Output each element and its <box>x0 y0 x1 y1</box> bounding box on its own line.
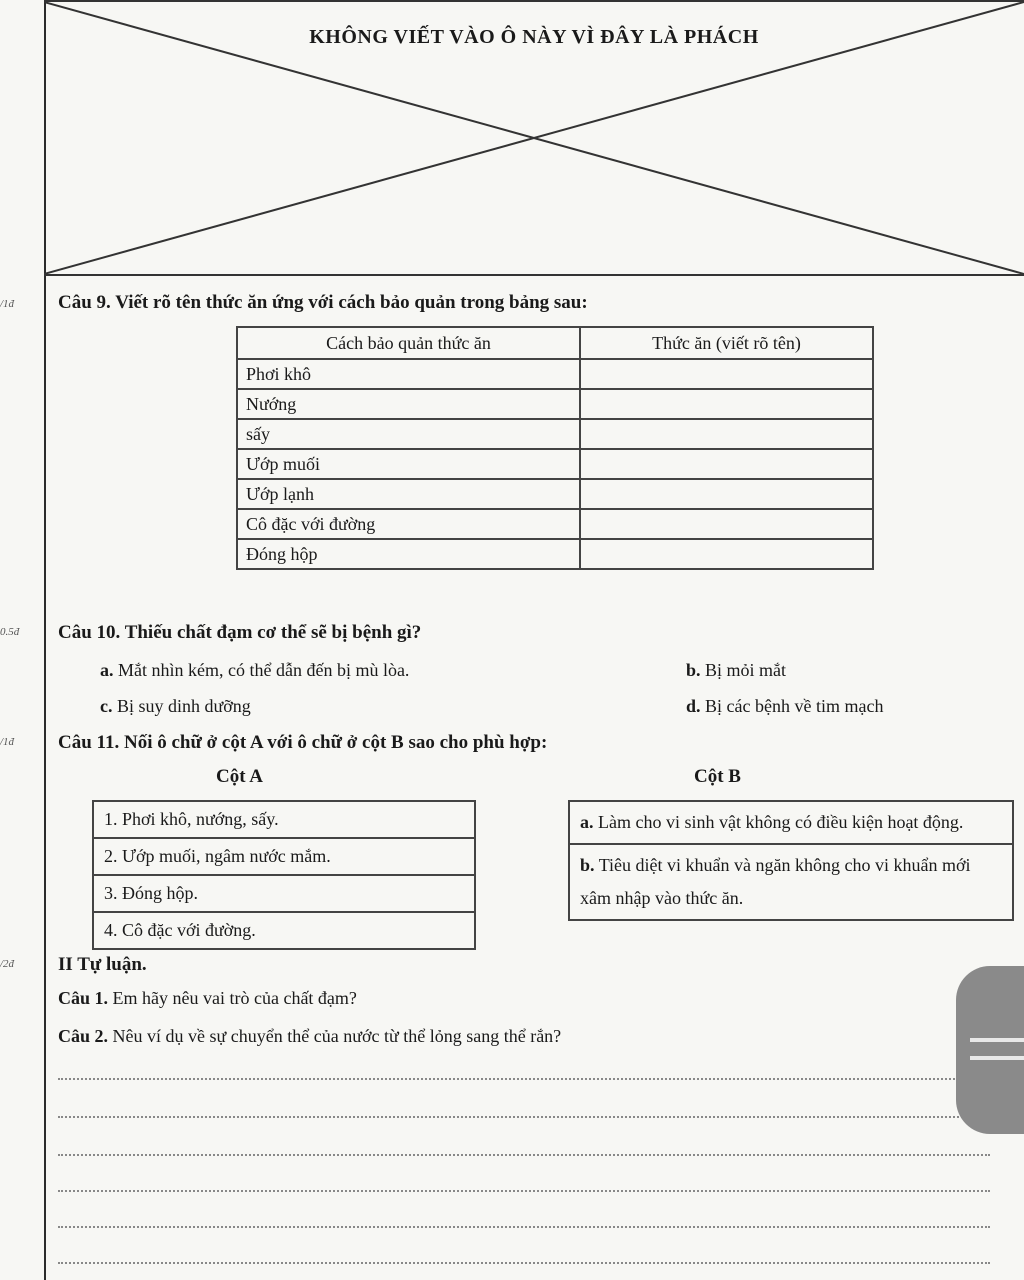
col-a-item[interactable]: 4. Cô đặc với đường. <box>104 920 256 940</box>
method-cell: Cô đặc với đường <box>237 509 580 539</box>
option-text: Bị suy dinh dưỡng <box>112 696 251 716</box>
grip-line <box>970 1038 1024 1042</box>
answer-cell[interactable] <box>580 389 873 419</box>
col-a-item[interactable]: 3. Đóng hộp. <box>94 876 474 913</box>
col-a-heading: Cột A <box>216 766 263 787</box>
q10-option-a[interactable] <box>100 660 409 681</box>
question-text: Em hãy nêu vai trò của chất đạm? <box>108 988 357 1008</box>
table-header-method: Cách bảo quản thức ăn <box>237 327 580 359</box>
answer-line[interactable] <box>58 1078 990 1080</box>
phach-box <box>44 0 1024 276</box>
table-row <box>237 509 873 539</box>
q10-option-b[interactable] <box>686 660 786 681</box>
q9-title: Câu 9. Viết rõ tên thức ăn ứng với cách bảo quản trong bảng sau: <box>58 292 588 313</box>
question-text: Nêu ví dụ về sự chuyển thể của nước từ thể lỏng sang thể rắn? <box>108 1026 562 1046</box>
q10-option-d[interactable] <box>686 696 883 717</box>
preservation-table <box>236 326 874 570</box>
margin-score-q11: /1đ <box>0 736 15 748</box>
column-a <box>92 800 476 950</box>
table-header-food: Thức ăn (viết rõ tên) <box>580 327 873 359</box>
table-row <box>237 539 873 569</box>
col-b-key: a. <box>580 812 594 832</box>
option-key: d. <box>686 696 701 716</box>
essay-question-1 <box>58 988 357 1009</box>
option-text: Mắt nhìn kém, có thể dẫn đến bị mù lòa. <box>113 660 410 680</box>
option-text: Bị mỏi mắt <box>700 660 787 680</box>
table-row <box>237 389 873 419</box>
answer-line[interactable] <box>58 1226 990 1228</box>
answer-line[interactable] <box>58 1116 990 1118</box>
option-key: a. <box>100 660 114 680</box>
table-row <box>237 359 873 389</box>
grip-line <box>970 1056 1024 1060</box>
option-text: Bị các bệnh về tim mạch <box>700 696 884 716</box>
answer-cell[interactable] <box>580 479 873 509</box>
col-a-item[interactable]: 2. Ướp muối, ngâm nước mắm. <box>94 839 474 876</box>
method-cell: Ướp muối <box>237 449 580 479</box>
table-row <box>237 449 873 479</box>
col-b-text: Làm cho vi sinh vật không có điều kiện hoạt động. <box>593 812 964 832</box>
phach-title: KHÔNG VIẾT VÀO Ô NÀY VÌ ĐÂY LÀ PHÁCH <box>309 26 759 48</box>
table-header-row <box>237 327 873 359</box>
option-key: c. <box>100 696 113 716</box>
answer-line[interactable] <box>58 1190 990 1192</box>
scroll-handle[interactable] <box>956 966 1024 1134</box>
method-cell: Nướng <box>237 389 580 419</box>
question-label: Câu 2. <box>58 1026 109 1046</box>
answer-cell[interactable] <box>580 419 873 449</box>
method-cell: Ướp lạnh <box>237 479 580 509</box>
answer-cell[interactable] <box>580 539 873 569</box>
col-b-item[interactable] <box>570 802 1012 845</box>
part2-title: II Tự luận. <box>58 954 147 975</box>
margin-score-part2: /2đ <box>0 958 15 970</box>
q10-option-c[interactable] <box>100 696 251 717</box>
table-row <box>237 479 873 509</box>
answer-cell[interactable] <box>580 359 873 389</box>
col-a-item[interactable]: 1. Phơi khô, nướng, sấy. <box>94 802 474 839</box>
q11-title: Câu 11. Nối ô chữ ở cột A với ô chữ ở cột B sao cho phù hợp: <box>58 732 548 753</box>
col-b-text: Tiêu diệt vi khuẩn và ngăn không cho vi khuẩn mới xâm nhập vào thức ăn. <box>580 855 971 908</box>
col-b-item[interactable] <box>570 845 1012 919</box>
col-b-key: b. <box>580 855 595 875</box>
margin-score-q10: 0.5đ <box>0 626 20 638</box>
col-b-heading: Cột B <box>694 766 741 787</box>
answer-line[interactable] <box>58 1154 990 1156</box>
margin-score-q9: /1đ <box>0 298 15 310</box>
table-row <box>237 419 873 449</box>
method-cell: Đóng hộp <box>237 539 580 569</box>
column-b <box>568 800 1014 921</box>
answer-cell[interactable] <box>580 449 873 479</box>
method-cell: Phơi khô <box>237 359 580 389</box>
answer-cell[interactable] <box>580 509 873 539</box>
question-label: Câu 1. <box>58 988 109 1008</box>
q10-title: Câu 10. Thiếu chất đạm cơ thể sẽ bị bệnh gì? <box>58 622 422 643</box>
answer-line[interactable] <box>58 1262 990 1264</box>
essay-question-2 <box>58 1026 561 1047</box>
method-cell: sấy <box>237 419 580 449</box>
option-key: b. <box>686 660 701 680</box>
